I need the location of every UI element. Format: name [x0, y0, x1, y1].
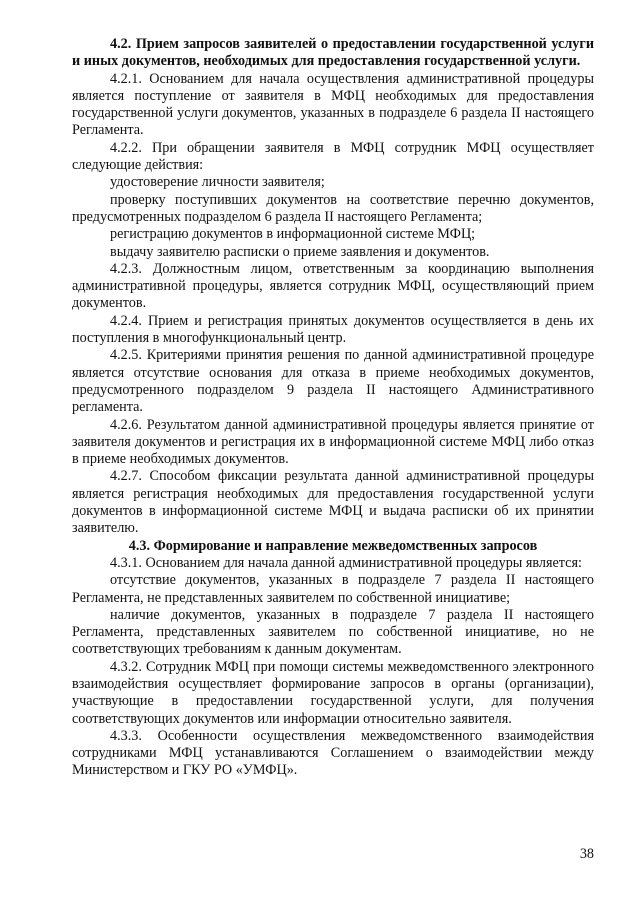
list-item-missing-documents: отсутствие документов, указанных в подразделе 7 раздела II настоящего Регламента, не представленных заявителем по собственной инициативе; — [72, 572, 594, 606]
list-item-document-check: проверку поступивших документов на соответствие перечню документов, предусмотренных подразделом 6 раздела II настоящего Регламента; — [72, 191, 594, 225]
list-item-identity: удостоверение личности заявителя; — [110, 174, 325, 191]
paragraph-4-2-5: 4.2.5. Критериями принятия решения по данной административной процедуре является отсутствие основания для отказа в приеме необходимых документов, предусмотренного подразделом 9 раздела II настоящего Административного регламента. — [72, 347, 594, 416]
paragraph-4-2-3: 4.2.3. Должностным лицом, ответственным за координацию выполнения административной процедуры, является сотрудник МФЦ, осуществляющий прием документов. — [72, 260, 594, 312]
section-heading-4-2: 4.2. Прием запросов заявителей о предоставлении государственной услуги и иных документов, необходимых для предоставления государственной услуги. — [72, 36, 594, 70]
paragraph-4-2-4: 4.2.4. Прием и регистрация принятых документов осуществляется в день их поступления в многофункциональный центр. — [72, 312, 594, 347]
paragraph-4-3-3: 4.3.3. Особенности осуществления межведомственного взаимодействия сотрудниками МФЦ устанавливаются Соглашением о взаимодействии между Министерством и ГКУ РО «УМФЦ». — [72, 727, 594, 779]
paragraph-4-2-2: 4.2.2. При обращении заявителя в МФЦ сотрудник МФЦ осуществляет следующие действия: — [72, 139, 594, 174]
section-heading-4-3: 4.3. Формирование и направление межведомственных запросов — [128, 537, 538, 554]
list-item-nonconforming-documents: наличие документов, указанных в подразделе 7 раздела II настоящего Регламента, представленных заявителем по собственной инициативе, но не соответствующих требованиям к данным документам. — [72, 606, 594, 658]
list-item-registration: регистрацию документов в информационной системе МФЦ; — [110, 226, 476, 243]
paragraph-4-2-1: 4.2.1. Основанием для начала осуществления административной процедуры является поступление от заявителя в МФЦ необходимых для предоставления государственной услуги документов, указанных в подразделе 6 раздела II настоящего Регламента. — [72, 70, 594, 139]
list-item-receipt: выдачу заявителю расписки о приеме заявления и документов. — [110, 243, 490, 260]
paragraph-4-3-2: 4.3.2. Сотрудник МФЦ при помощи системы межведомственного электронного взаимодействия осуществляет формирование запросов в органы (организации), участвующие в предоставлении государственной услуги, для получения соответствующих документов или информации относительно заявителя. — [72, 658, 594, 727]
document-page — [72, 36, 594, 780]
paragraph-4-3-1: 4.3.1. Основанием для начала данной административной процедуры является: — [110, 554, 582, 571]
page-number: 38 — [579, 846, 594, 862]
paragraph-4-2-6: 4.2.6. Результатом данной административной процедуры является принятие от заявителя документов и регистрация их в информационной системе МФЦ либо отказ в приеме необходимых документов. — [72, 416, 594, 468]
paragraph-4-2-7: 4.2.7. Способом фиксации результата данной административной процедуры является регистрация необходимых для предоставления государственной услуги документов в информационной системе МФЦ и выдача расписки об их принятии заявителю. — [72, 468, 594, 537]
